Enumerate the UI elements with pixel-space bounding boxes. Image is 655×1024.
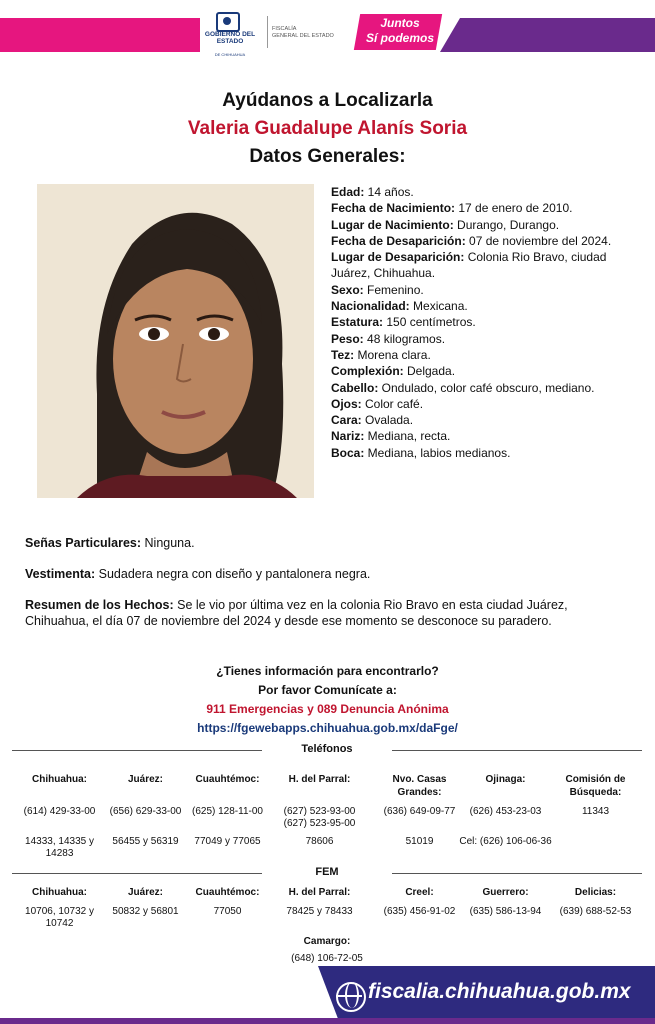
phone-cell: (614) 429-33-00 xyxy=(23,806,96,817)
detail-row: Lugar de Desaparición: Colonia Rio Bravo, ciudad Juárez, Chihuahua. xyxy=(331,250,607,281)
phone-column-header: Creel: xyxy=(405,887,434,898)
phone-column-header: Chihuahua: xyxy=(32,774,87,785)
detail-row: Boca: Mediana, labios medianos. xyxy=(331,445,511,460)
detail-row: Complexión: Delgada. xyxy=(331,364,456,379)
detail-row: Cabello: Ondulado, color café obscuro, mediano. xyxy=(331,380,595,395)
detail-row: Nariz: Mediana, recta. xyxy=(331,429,451,444)
detail-row: Peso: 48 kilogramos. xyxy=(331,331,446,346)
phone-column-header: Cuauhtémoc: xyxy=(195,774,260,785)
phone-column-header: Delicias: xyxy=(574,887,617,898)
phone-cell: (639) 688-52-53 xyxy=(559,906,632,917)
page-title: Ayúdanos a Localizarla xyxy=(222,90,433,111)
phone-cell: (627) 523-93-00 (627) 523-95-00 xyxy=(283,806,356,829)
phone-column-header: Nvo. Casas Grandes: xyxy=(392,774,447,798)
phone-cell: (656) 629-33-00 xyxy=(109,806,182,817)
chihuahua-logo-text: DE CHIHUAHUA xyxy=(214,52,246,57)
government-seal-icon xyxy=(216,12,240,32)
divider-left xyxy=(12,750,262,751)
phone-column-header: H. del Parral: xyxy=(288,774,351,785)
phone-column-header: Cuauhtémoc: xyxy=(195,887,260,898)
footer-bottom-bar xyxy=(0,1018,655,1024)
phone-cell: 11343 xyxy=(581,806,610,817)
phone-column-header: Juárez: xyxy=(127,887,163,898)
facts-summary: Resumen de los Hechos: Se le vio por última vez en la colonia Rio Bravo en esta ciudad Juárez, Chihuahua, el día 07 de noviembre del 2024 y desde ese momento se desconoce su paradero. xyxy=(25,598,568,628)
fem-divider-left xyxy=(12,873,262,874)
header-purple-band xyxy=(440,18,655,52)
detail-row: Fecha de Desaparición: 07 de noviembre del 2024. xyxy=(331,233,612,248)
general-data-list xyxy=(331,184,623,461)
header-banner xyxy=(0,0,655,58)
phone-cell: (635) 586-13-94 xyxy=(469,906,542,917)
juntos-slogan: Juntos Sí podemos xyxy=(365,16,434,45)
phone-cell: 77049 y 77065 xyxy=(194,836,261,847)
detail-row: Sexo: Femenino. xyxy=(331,282,424,297)
fiscalia-logo-text: FISCALÍA GENERAL DEL ESTADO xyxy=(272,26,334,39)
phone-cell: 51019 xyxy=(405,836,434,847)
report-url-link[interactable]: https://fgewebapps.chihuahua.gob.mx/daFge/ xyxy=(197,721,458,735)
fem-divider-right xyxy=(392,873,642,874)
header-pink-band xyxy=(0,18,200,52)
phone-cell: 56455 y 56319 xyxy=(112,836,179,847)
phone-cell: 10706, 10732 y 10742 xyxy=(25,906,94,929)
phone-column-header: H. del Parral: xyxy=(288,887,351,898)
phone-cell: (625) 128-11-00 xyxy=(192,806,263,817)
phone-column-header: Juárez: xyxy=(127,774,163,785)
info-question: ¿Tienes información para encontrarlo? xyxy=(216,664,439,678)
missing-person-name: Valeria Guadalupe Alanís Soria xyxy=(187,118,468,139)
clothing-description: Vestimenta: Sudadera negra con diseño y pantalonera negra. xyxy=(25,567,371,581)
phone-cell: 77050 xyxy=(213,906,242,917)
globe-icon xyxy=(336,982,366,1012)
detail-row: Edad: 14 años. xyxy=(331,185,414,199)
camargo-phone: (648) 106-72-05 xyxy=(291,953,363,964)
detail-row: Nacionalidad: Mexicana. xyxy=(331,299,468,314)
phone-column-header: Guerrero: xyxy=(482,887,529,898)
portrait-illustration xyxy=(37,184,314,498)
distinguishing-marks: Señas Particulares: Ninguna. xyxy=(25,536,195,550)
section-title-general-data: Datos Generales: xyxy=(249,146,406,167)
footer-website-link[interactable]: fiscalia.chihuahua.gob.mx xyxy=(368,980,631,1003)
divider-right xyxy=(392,750,642,751)
detail-row: Estatura: 150 centímetros. xyxy=(331,315,476,330)
detail-row: Tez: Morena clara. xyxy=(331,347,431,362)
phone-cell: 14333, 14335 y 14283 xyxy=(25,836,94,859)
phone-column-header: Chihuahua: xyxy=(32,887,87,898)
phone-cell: 50832 y 56801 xyxy=(112,906,179,917)
phone-column-header: Comisión de Búsqueda: xyxy=(565,774,626,798)
phone-column-header: Ojinaga: xyxy=(485,774,526,785)
logo-divider xyxy=(267,16,268,48)
detail-row: Ojos: Color café. xyxy=(331,396,424,411)
contact-prompt: Por favor Comunícate a: xyxy=(258,683,397,697)
phone-cell: (626) 453-23-03 xyxy=(469,806,542,817)
emergency-numbers: 911 Emergencias y 089 Denuncia Anónima xyxy=(206,702,449,716)
phone-cell: (635) 456-91-02 xyxy=(383,906,456,917)
fem-title: FEM xyxy=(315,866,339,878)
camargo-label: Camargo: xyxy=(303,936,351,947)
phone-cell: (636) 649-09-77 xyxy=(383,806,456,817)
missing-person-photo xyxy=(37,184,314,498)
phone-cell: Cel: (626) 106-06-36 xyxy=(459,836,552,847)
phone-cell: 78606 xyxy=(305,836,334,847)
phone-cell: 78425 y 78433 xyxy=(286,906,353,917)
detail-row: Cara: Ovalada. xyxy=(331,413,414,428)
detail-row: Fecha de Nacimiento: 17 de enero de 2010. xyxy=(331,201,573,216)
detail-row: Lugar de Nacimiento: Durango, Durango. xyxy=(331,217,560,232)
phones-title: Teléfonos xyxy=(301,743,353,755)
gobierno-logo-text: GOBIERNO DEL ESTADO xyxy=(204,31,256,45)
